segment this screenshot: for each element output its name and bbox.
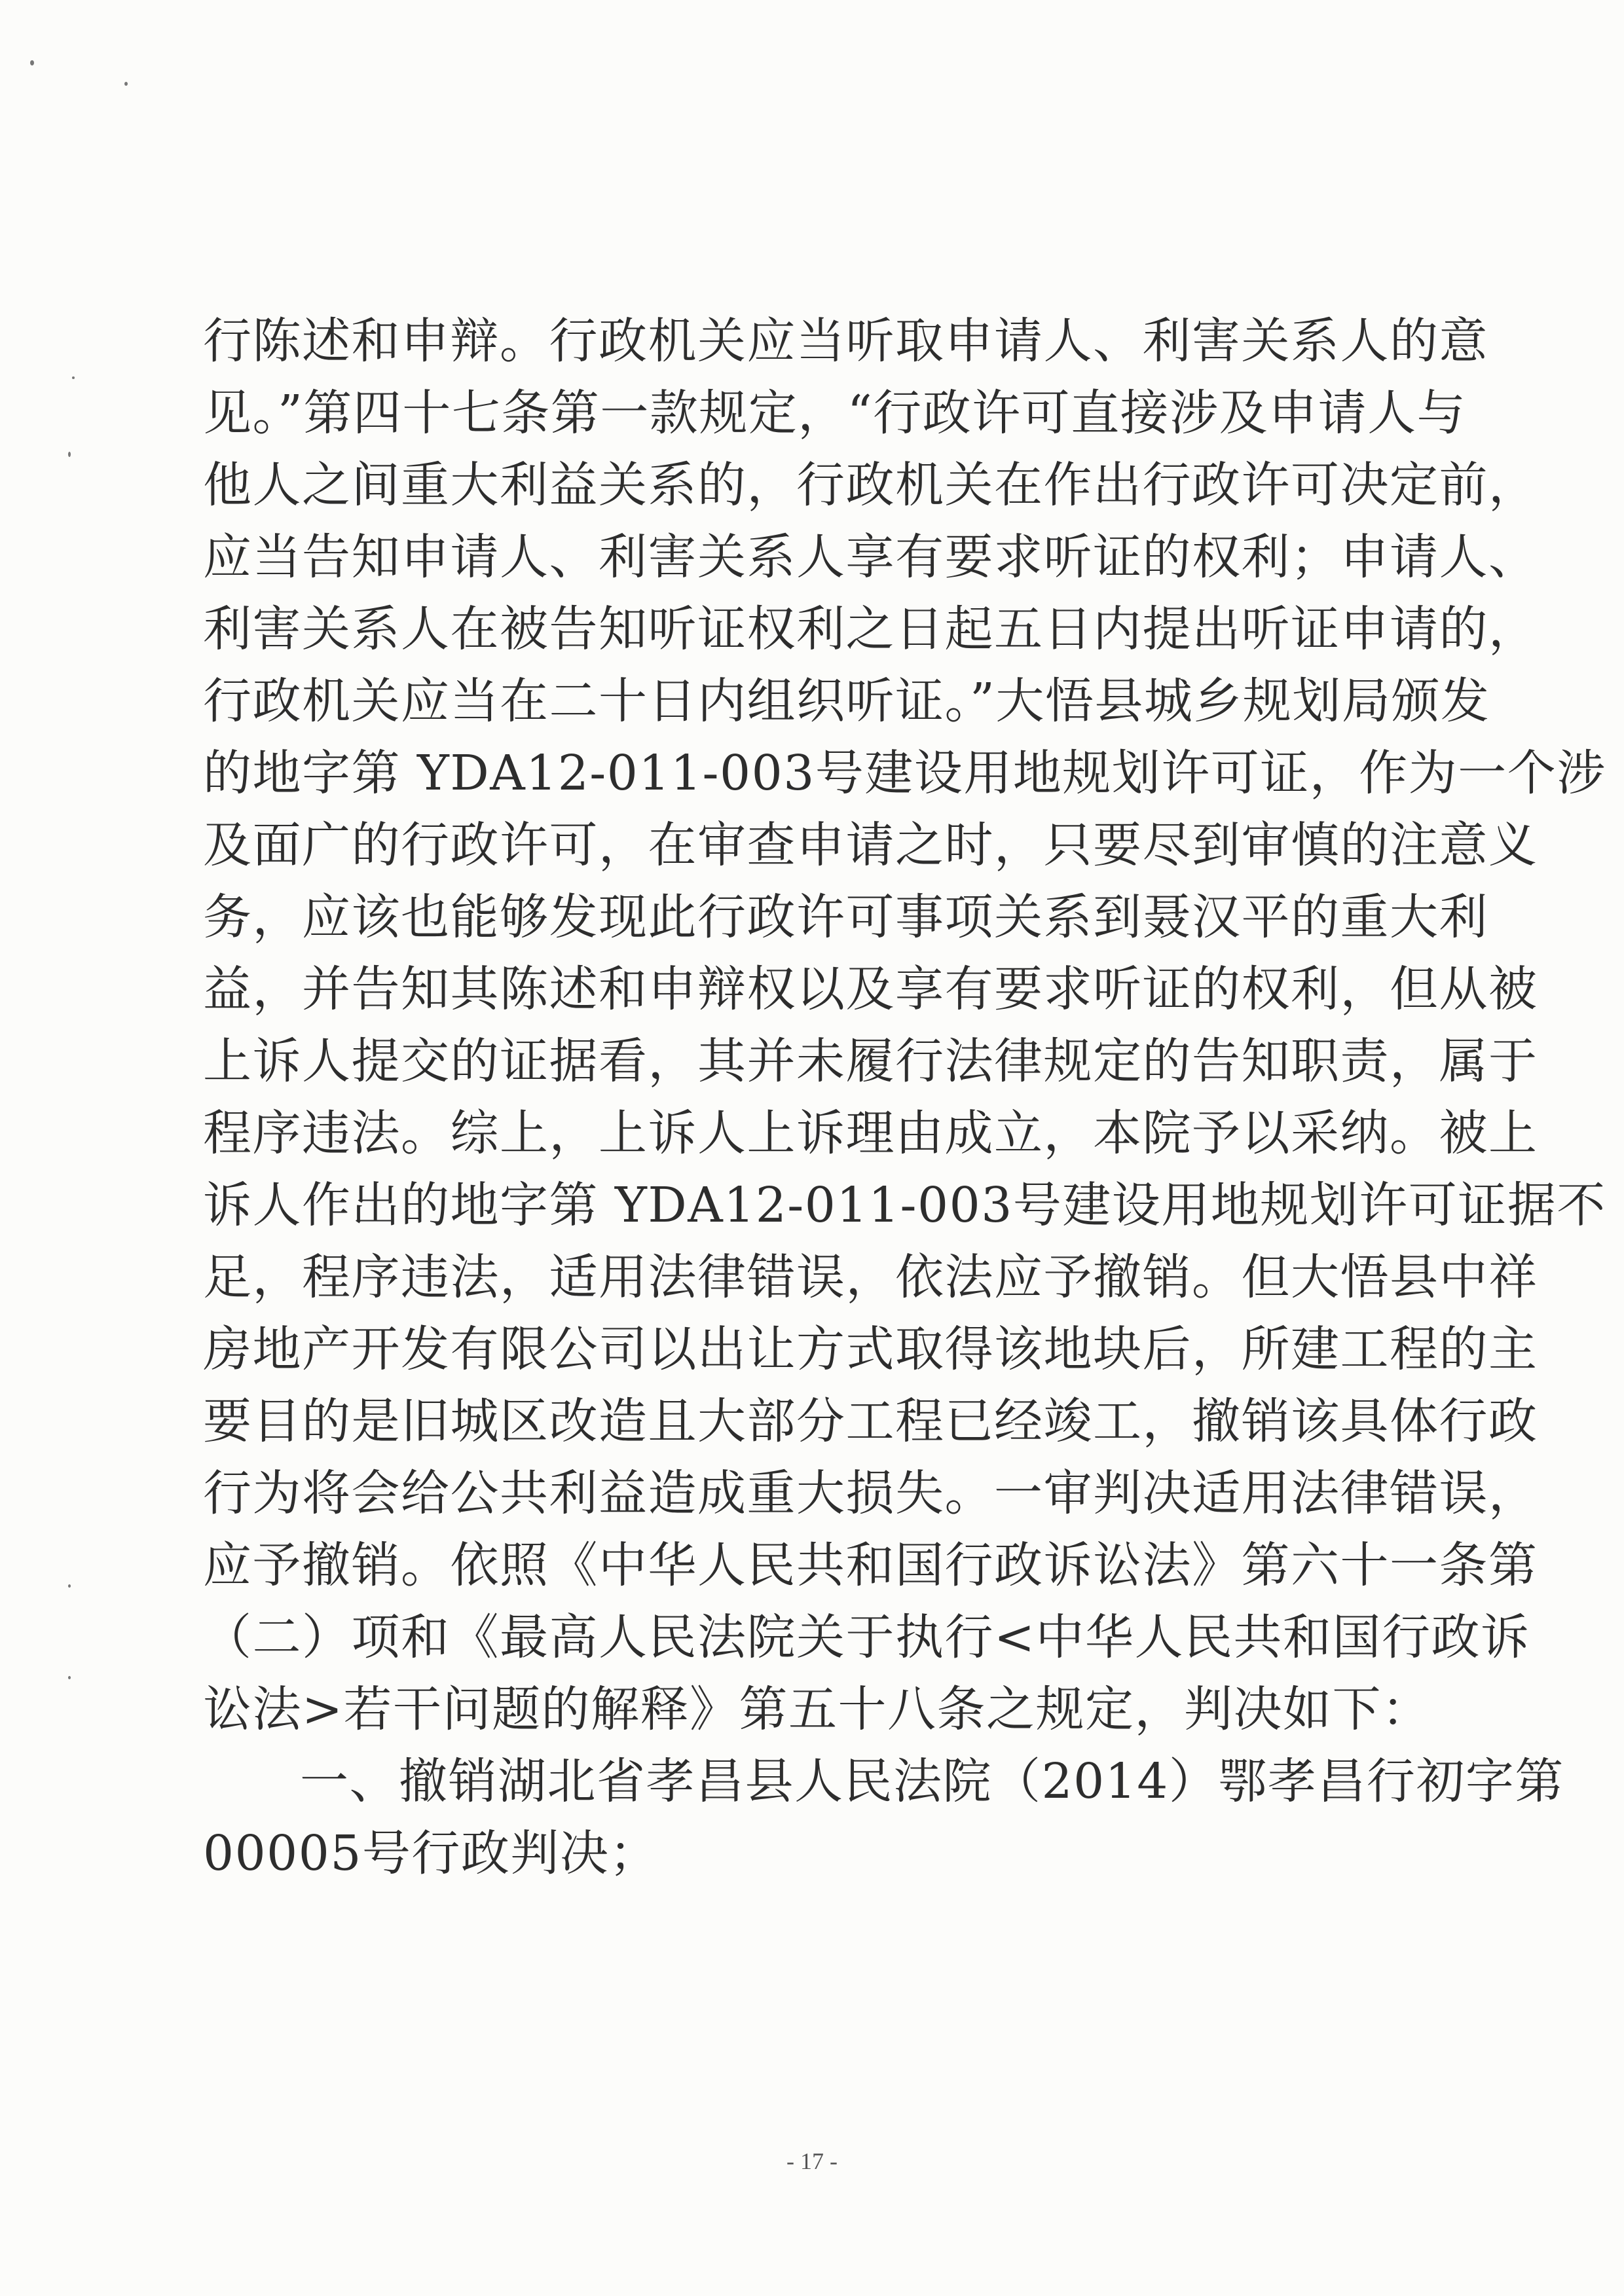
page-number: - 17 - — [786, 2148, 838, 2174]
scan-speck — [68, 1676, 71, 1679]
text-line: （二）项和《最高人民法院关于执行<中华人民共和国行政诉 — [203, 1609, 1530, 1666]
paragraph — [203, 305, 1606, 1745]
text-line: 一、撤销湖北省孝昌县人民法院（2014）鄂孝昌行初字第 — [300, 1753, 1564, 1810]
text-line: 程序违法。综上，上诉人上诉理由成立，本院予以采纳。被上 — [203, 1105, 1538, 1161]
scan-speck — [68, 452, 71, 457]
text-line: 的地字第 YDA12-011-003号建设用地规划许可证，作为一个涉 — [203, 745, 1606, 801]
text-line: 益，并告知其陈述和申辩权以及享有要求听证的权利，但从被 — [203, 961, 1538, 1017]
text-line: 要目的是旧城区改造且大部分工程已经竣工，撤销该具体行政 — [203, 1393, 1538, 1449]
text-line: 诉人作出的地字第 YDA12-011-003号建设用地规划许可证据不 — [203, 1177, 1606, 1233]
paragraph-verdict-item-1 — [203, 1745, 1564, 1889]
text-line: 行政机关应当在二十日内组织听证。”大悟县城乡规划局颁发 — [203, 673, 1490, 729]
scan-speck — [30, 60, 34, 65]
text-line: 00005号行政判决； — [203, 1825, 659, 1882]
text-line: 他人之间重大利益关系的，行政机关在作出行政许可决定前， — [203, 457, 1538, 513]
text-line: 见。”第四十七条第一款规定，“行政许可直接涉及申请人与 — [203, 385, 1467, 441]
text-line: 行为将会给公共利益造成重大损失。一审判决适用法律错误， — [203, 1465, 1538, 1522]
text-line: 务，应该也能够发现此行政许可事项关系到聂汉平的重大利 — [203, 889, 1488, 945]
scan-speck — [68, 1584, 71, 1588]
text-line: 足，程序违法，适用法律错误，依法应予撤销。但大悟县中祥 — [203, 1249, 1538, 1305]
text-line: 应予撤销。依照《中华人民共和国行政诉讼法》第六十一条第 — [203, 1537, 1538, 1594]
text-line: 及面广的行政许可，在审查申请之时，只要尽到审慎的注意义 — [203, 817, 1538, 873]
text-line: 讼法>若干问题的解释》第五十八条之规定，判决如下： — [203, 1681, 1431, 1738]
scan-speck — [72, 376, 75, 379]
scan-speck — [124, 82, 128, 86]
judgment-body-text — [203, 305, 1606, 1889]
text-line: 房地产开发有限公司以出让方式取得该地块后，所建工程的主 — [203, 1321, 1538, 1377]
text-line: 利害关系人在被告知听证权利之日起五日内提出听证申请的， — [203, 601, 1538, 657]
text-line: 行陈述和申辩。行政机关应当听取申请人、利害关系人的意 — [203, 313, 1488, 369]
text-line: 上诉人提交的证据看，其并未履行法律规定的告知职责，属于 — [203, 1033, 1538, 1089]
text-line: 应当告知申请人、利害关系人享有要求听证的权利；申请人、 — [203, 529, 1538, 585]
